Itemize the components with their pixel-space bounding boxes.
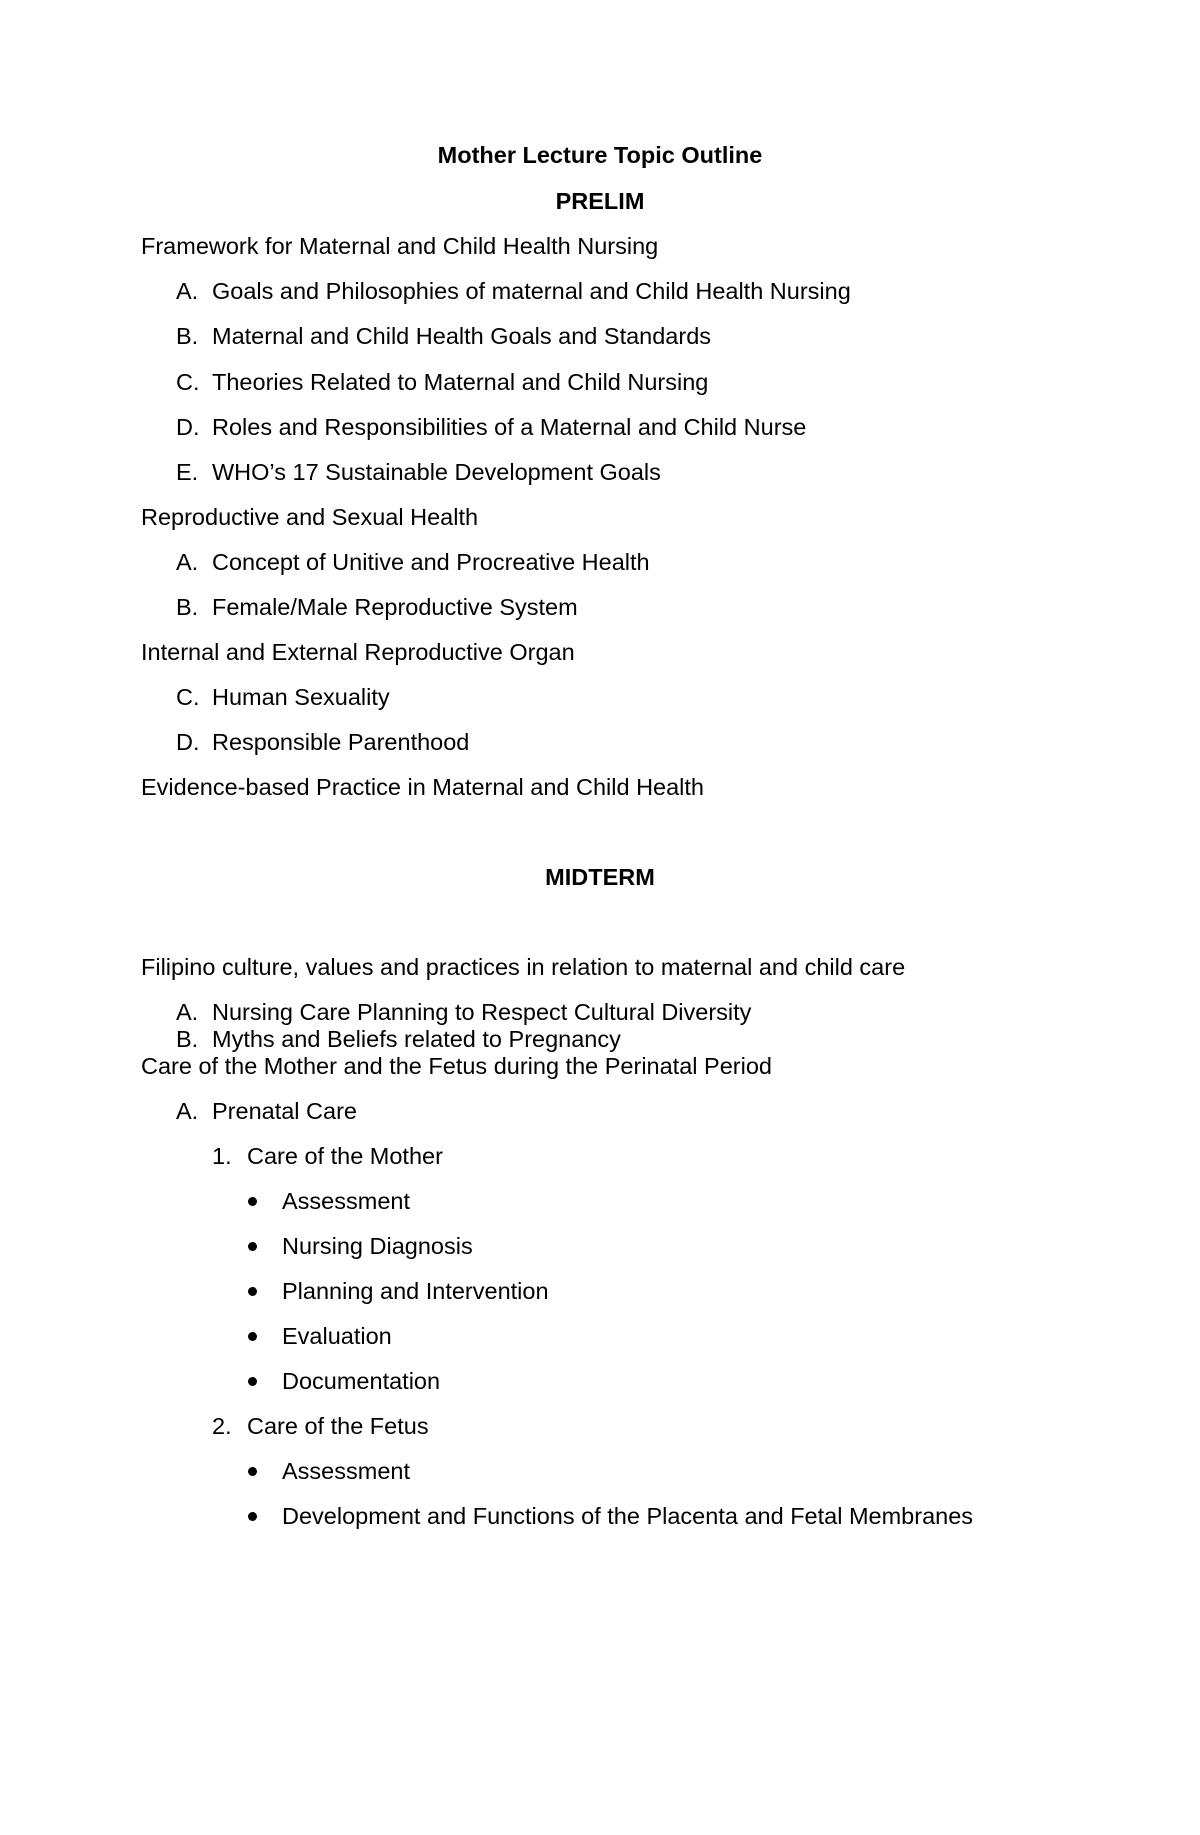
section-title-culture: Filipino culture, values and practices in relation to maternal and child care <box>141 954 906 980</box>
bullet-item: Documentation <box>282 1368 441 1394</box>
section-title-perinatal: Care of the Mother and the Fetus during the Perinatal Period <box>141 1053 772 1079</box>
list-marker: A. <box>176 999 199 1025</box>
bullet-item: Nursing Diagnosis <box>282 1233 473 1259</box>
section-title-reproductive: Reproductive and Sexual Health <box>141 504 479 530</box>
bullet-icon <box>248 1332 257 1341</box>
list-item: Female/Male Reproductive System <box>212 594 578 620</box>
bullet-item: Development and Functions of the Placenta and Fetal Membranes <box>282 1503 974 1529</box>
list-marker: B. <box>176 594 199 620</box>
bullet-item: Planning and Intervention <box>282 1278 549 1304</box>
list-item: WHO’s 17 Sustainable Development Goals <box>212 459 661 485</box>
list-item: Human Sexuality <box>212 684 390 710</box>
bullet-icon <box>248 1512 257 1521</box>
list-item: Prenatal Care <box>212 1098 357 1124</box>
list-marker: C. <box>176 684 200 710</box>
bullet-item: Assessment <box>282 1188 410 1214</box>
bullet-item: Assessment <box>282 1458 410 1484</box>
list-marker: D. <box>176 729 200 755</box>
list-marker: B. <box>176 323 199 349</box>
bullet-icon <box>248 1197 257 1206</box>
prelim-heading: PRELIM <box>555 188 645 214</box>
list-marker: B. <box>176 1026 199 1052</box>
list-item: Concept of Unitive and Procreative Health <box>212 549 650 575</box>
section-title-organ: Internal and External Reproductive Organ <box>141 639 575 665</box>
list-item: Myths and Beliefs related to Pregnancy <box>212 1026 621 1052</box>
bullet-item: Evaluation <box>282 1323 392 1349</box>
list-item: Nursing Care Planning to Respect Cultural Diversity <box>212 999 752 1025</box>
bullet-icon <box>248 1467 257 1476</box>
list-item: Theories Related to Maternal and Child Nursing <box>212 369 709 395</box>
sublist-item-mother: Care of the Mother <box>247 1143 443 1169</box>
sublist-marker: 2. <box>212 1413 232 1439</box>
list-item: Maternal and Child Health Goals and Standards <box>212 323 712 349</box>
list-item: Responsible Parenthood <box>212 729 470 755</box>
list-marker: A. <box>176 278 199 304</box>
sublist-item-fetus: Care of the Fetus <box>247 1413 429 1439</box>
section-title-evidence: Evidence-based Practice in Maternal and Child Health <box>141 774 705 800</box>
list-item: Goals and Philosophies of maternal and Child Health Nursing <box>212 278 851 304</box>
list-item: Roles and Responsibilities of a Maternal and Child Nurse <box>212 414 807 440</box>
list-marker: A. <box>176 1098 199 1124</box>
midterm-heading: MIDTERM <box>545 864 655 890</box>
list-marker: E. <box>176 459 199 485</box>
bullet-icon <box>248 1242 257 1251</box>
bullet-icon <box>248 1287 257 1296</box>
list-marker: C. <box>176 369 200 395</box>
list-marker: D. <box>176 414 200 440</box>
section-title-framework: Framework for Maternal and Child Health Nursing <box>141 233 659 259</box>
list-marker: A. <box>176 549 199 575</box>
document-title: Mother Lecture Topic Outline <box>437 142 763 168</box>
sublist-marker: 1. <box>212 1143 232 1169</box>
bullet-icon <box>248 1377 257 1386</box>
